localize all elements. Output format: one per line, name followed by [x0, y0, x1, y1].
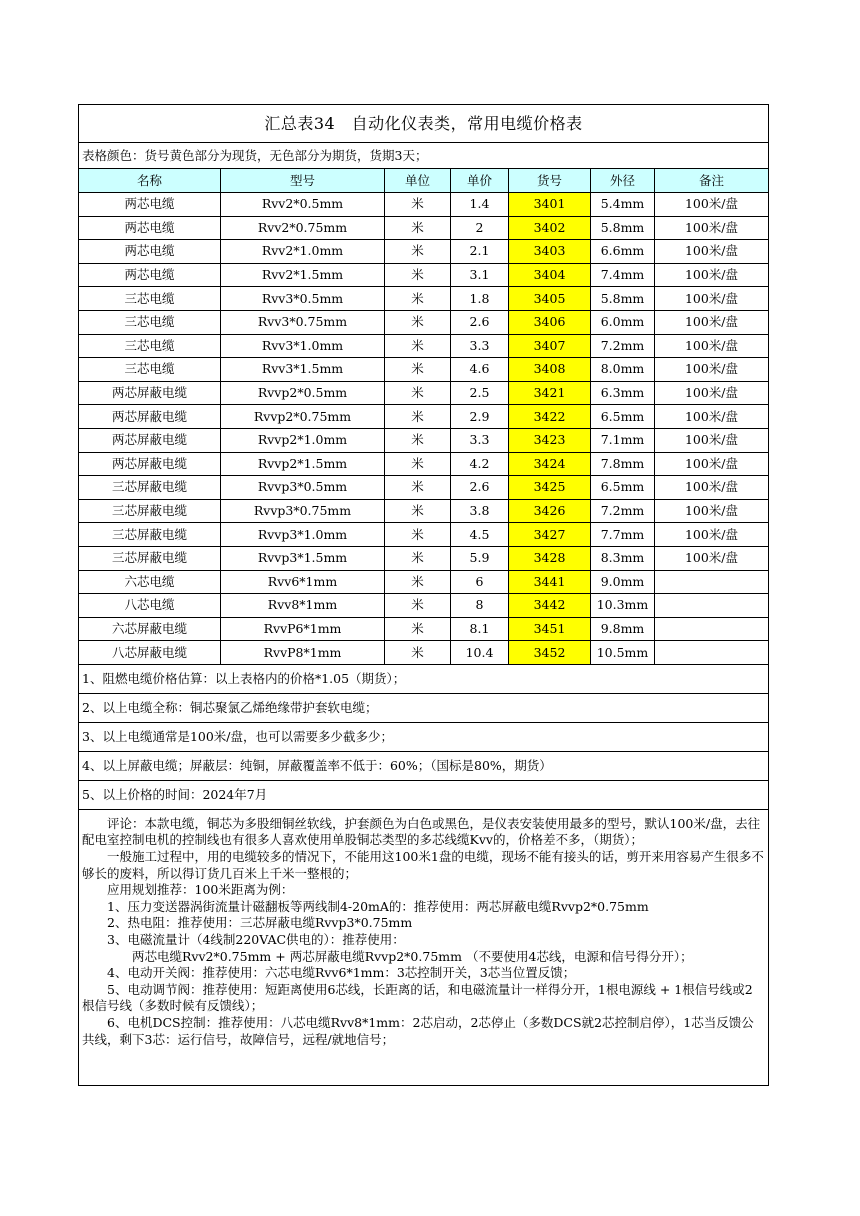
cell-price[interactable]: 10.4 — [451, 641, 509, 665]
cell-price[interactable]: 8.1 — [451, 617, 509, 641]
header-remark[interactable]: 备注 — [655, 169, 769, 193]
cell-remark[interactable] — [655, 641, 769, 665]
cell-model[interactable]: RvvP6*1mm — [221, 617, 385, 641]
cell-remark[interactable]: 100米/盘 — [655, 499, 769, 523]
recommendation-control-valve: 5、电动调节阀：推荐使用：短距离使用6芯线，长距离的话，和电磁流量计一样得分开，1根电源线 + 1根信号线或2根信号线（多数时候有反馈线）； — [82, 981, 753, 1014]
cell-model[interactable]: Rvvp3*1.0mm — [221, 523, 385, 547]
cell-model[interactable]: Rvv6*1mm — [221, 570, 385, 594]
cell-name[interactable]: 三芯屏蔽电缆 — [79, 546, 221, 570]
cell-code[interactable]: 3407 — [509, 334, 591, 358]
note-2[interactable]: 2、以上电缆全称：铜芯聚氯乙烯绝缘带护套软电缆； — [79, 693, 769, 722]
cell-name[interactable]: 三芯屏蔽电缆 — [79, 499, 221, 523]
cell-code[interactable]: 3451 — [509, 617, 591, 641]
cell-unit[interactable]: 米 — [385, 546, 451, 570]
cell-code[interactable]: 3422 — [509, 405, 591, 429]
cell-unit[interactable]: 米 — [385, 428, 451, 452]
cell-diameter[interactable]: 9.8mm — [591, 617, 655, 641]
cell-remark[interactable]: 100米/盘 — [655, 193, 769, 217]
header-row — [79, 169, 769, 193]
cell-remark[interactable]: 100米/盘 — [655, 381, 769, 405]
note-5[interactable]: 5、以上价格的时间：2024年7月 — [79, 780, 769, 809]
cell-name[interactable]: 两芯电缆 — [79, 263, 221, 287]
table-row — [79, 523, 769, 547]
cell-unit[interactable]: 米 — [385, 617, 451, 641]
cell-unit[interactable]: 米 — [385, 216, 451, 240]
cell-price[interactable]: 2.5 — [451, 381, 509, 405]
cell-price[interactable]: 3.8 — [451, 499, 509, 523]
recommendation-magnetic-flowmeter: 3、电磁流量计（4线制220VAC供电的）：推荐使用： — [107, 932, 405, 948]
title-row — [79, 105, 769, 143]
cell-model[interactable]: Rvv2*0.75mm — [221, 216, 385, 240]
cell-model[interactable]: Rvvp3*1.5mm — [221, 546, 385, 570]
cell-code[interactable]: 3442 — [509, 594, 591, 618]
cell-price[interactable]: 2.1 — [451, 240, 509, 264]
cell-unit[interactable]: 米 — [385, 287, 451, 311]
cell-name[interactable]: 两芯电缆 — [79, 193, 221, 217]
cell-code[interactable]: 3441 — [509, 570, 591, 594]
cell-diameter[interactable]: 5.4mm — [591, 193, 655, 217]
cell-remark[interactable] — [655, 570, 769, 594]
table-row — [79, 310, 769, 334]
cell-price[interactable]: 1.8 — [451, 287, 509, 311]
cell-remark[interactable] — [655, 617, 769, 641]
cell-name[interactable]: 三芯电缆 — [79, 287, 221, 311]
cell-unit[interactable]: 米 — [385, 240, 451, 264]
cell-code[interactable]: 3408 — [509, 358, 591, 382]
cell-model[interactable]: Rvv3*1.0mm — [221, 334, 385, 358]
table-row — [79, 405, 769, 429]
cell-diameter[interactable]: 9.0mm — [591, 570, 655, 594]
cell-name[interactable]: 三芯屏蔽电缆 — [79, 523, 221, 547]
cell-model[interactable]: Rvvp3*0.75mm — [221, 499, 385, 523]
table-row — [79, 499, 769, 523]
table-row — [79, 641, 769, 665]
cell-unit[interactable]: 米 — [385, 310, 451, 334]
cell-code[interactable]: 3424 — [509, 452, 591, 476]
cell-diameter[interactable]: 6.5mm — [591, 476, 655, 500]
comment-paragraph-planning: 应用规划推荐：100米距离为例： — [107, 882, 294, 898]
cell-name[interactable]: 八芯屏蔽电缆 — [79, 641, 221, 665]
cell-remark[interactable]: 100米/盘 — [655, 476, 769, 500]
recommendation-on-off-valve: 4、电动开关阀：推荐使用：六芯电缆Rvv6*1mm：3芯控制开关，3芯当位置反馈； — [107, 965, 576, 981]
header-unit[interactable]: 单位 — [385, 169, 451, 193]
cell-model[interactable]: Rvv3*0.5mm — [221, 287, 385, 311]
color-note[interactable]: 表格颜色：货号黄色部分为现货，无色部分为期货，货期3天； — [79, 143, 769, 169]
note-row — [79, 693, 769, 722]
cell-remark[interactable]: 100米/盘 — [655, 546, 769, 570]
cell-price[interactable]: 2.6 — [451, 310, 509, 334]
header-diameter[interactable]: 外径 — [591, 169, 655, 193]
cell-price[interactable]: 5.9 — [451, 546, 509, 570]
cell-remark[interactable]: 100米/盘 — [655, 334, 769, 358]
cell-unit[interactable]: 米 — [385, 570, 451, 594]
price-sheet — [78, 104, 764, 1086]
note-3[interactable]: 3、以上电缆通常是100米/盘，也可以需要多少截多少； — [79, 722, 769, 751]
cell-name[interactable]: 六芯屏蔽电缆 — [79, 617, 221, 641]
cell-price[interactable]: 4.2 — [451, 452, 509, 476]
cell-unit[interactable]: 米 — [385, 594, 451, 618]
cell-code[interactable]: 3404 — [509, 263, 591, 287]
cell-model[interactable]: Rvv2*1.0mm — [221, 240, 385, 264]
note-1[interactable]: 1、阻燃电缆价格估算：以上表格内的价格*1.05（期货）； — [79, 664, 769, 693]
cell-remark[interactable]: 100米/盘 — [655, 428, 769, 452]
cell-name[interactable]: 两芯电缆 — [79, 240, 221, 264]
cell-unit[interactable]: 米 — [385, 358, 451, 382]
cell-price[interactable]: 3.3 — [451, 334, 509, 358]
note-row — [79, 780, 769, 809]
cell-remark[interactable]: 100米/盘 — [655, 523, 769, 547]
cell-name[interactable]: 六芯电缆 — [79, 570, 221, 594]
header-model[interactable]: 型号 — [221, 169, 385, 193]
table-row — [79, 334, 769, 358]
cell-name[interactable]: 三芯屏蔽电缆 — [79, 476, 221, 500]
color-note-row — [79, 143, 769, 169]
comment-paragraph-review: 评论：本款电缆，铜芯为多股细铜丝软线，护套颜色为白色或黑色，是仪表安装使用最多的型号，默认100米/盘，去往配电室控制电机的控制线也有很多人喜欢使用单股铜芯类型的多芯线缆Kvv的，价格差不多，（期货）； — [82, 815, 761, 848]
cell-price[interactable]: 8 — [451, 594, 509, 618]
table-row — [79, 358, 769, 382]
cell-unit[interactable]: 米 — [385, 405, 451, 429]
recommendation-motor-dcs: 6、电机DCS控制：推荐使用：八芯电缆Rvv8*1mm：2芯启动，2芯停止（多数DCS就2芯控制启停），1芯当反馈公共线，剩下3芯：运行信号，故障信号，远程/就地信号； — [82, 1015, 754, 1047]
table-row — [79, 476, 769, 500]
table-row — [79, 428, 769, 452]
cell-diameter[interactable]: 6.6mm — [591, 240, 655, 264]
cell-remark[interactable]: 100米/盘 — [655, 216, 769, 240]
note-4[interactable]: 4、以上屏蔽电缆；屏蔽层：纯铜，屏蔽覆盖率不低于：60%；（国标是80%，期货） — [79, 751, 769, 780]
comment-cell[interactable] — [79, 809, 769, 1085]
table-row — [79, 594, 769, 618]
cell-unit[interactable]: 米 — [385, 523, 451, 547]
cell-name[interactable]: 两芯屏蔽电缆 — [79, 452, 221, 476]
cell-unit[interactable]: 米 — [385, 263, 451, 287]
sheet-title[interactable]: 汇总表34 自动化仪表类，常用电缆价格表 — [79, 105, 769, 143]
header-price[interactable]: 单价 — [451, 169, 509, 193]
cell-diameter[interactable]: 7.2mm — [591, 499, 655, 523]
note-row — [79, 722, 769, 751]
cell-name[interactable]: 三芯电缆 — [79, 310, 221, 334]
cell-remark[interactable]: 100米/盘 — [655, 287, 769, 311]
cell-unit[interactable]: 米 — [385, 499, 451, 523]
cell-price[interactable]: 6 — [451, 570, 509, 594]
table-row — [79, 617, 769, 641]
cell-name[interactable]: 八芯电缆 — [79, 594, 221, 618]
cell-remark[interactable] — [655, 594, 769, 618]
cell-remark[interactable]: 100米/盘 — [655, 405, 769, 429]
header-name[interactable]: 名称 — [79, 169, 221, 193]
cell-diameter[interactable]: 5.8mm — [591, 287, 655, 311]
cell-code[interactable]: 3406 — [509, 310, 591, 334]
table-row — [79, 193, 769, 217]
cell-unit[interactable]: 米 — [385, 193, 451, 217]
recommendation-rtd: 2、热电阻：推荐使用：三芯屏蔽电缆Rvvp3*0.75mm — [107, 915, 413, 931]
cell-remark[interactable]: 100米/盘 — [655, 358, 769, 382]
header-code[interactable]: 货号 — [509, 169, 591, 193]
recommendation-pressure-transmitter: 1、压力变送器涡街流量计磁翻板等两线制4-20mA的：推荐使用：两芯屏蔽电缆Rvvp2*0.75mm — [107, 898, 649, 914]
cell-remark[interactable]: 100米/盘 — [655, 452, 769, 476]
cell-model[interactable]: Rvv2*0.5mm — [221, 193, 385, 217]
cell-price[interactable]: 4.5 — [451, 523, 509, 547]
cell-price[interactable]: 4.6 — [451, 358, 509, 382]
cable-price-table — [78, 104, 769, 1086]
cell-price[interactable]: 2.9 — [451, 405, 509, 429]
cell-code[interactable]: 3421 — [509, 381, 591, 405]
cell-code[interactable]: 3425 — [509, 476, 591, 500]
cell-unit[interactable]: 米 — [385, 334, 451, 358]
comment-row — [79, 809, 769, 1085]
comment-paragraph-construction: 一般施工过程中，用的电缆较多的情况下，不能用这100米1盘的电缆，现场不能有接头的话，剪开来用容易产生很多不够长的废料，所以得订货几百米上千米一整根的； — [82, 849, 764, 881]
cell-remark[interactable]: 100米/盘 — [655, 240, 769, 264]
cell-diameter[interactable]: 10.3mm — [591, 594, 655, 618]
cell-unit[interactable]: 米 — [385, 381, 451, 405]
cell-diameter[interactable]: 6.5mm — [591, 405, 655, 429]
recommendation-magnetic-flowmeter-cables: 两芯电缆Rvv2*0.75mm + 两芯屏蔽电缆Rvvp2*0.75mm （不要使用4芯线，电源和信号得分开）； — [132, 948, 693, 964]
table-row — [79, 216, 769, 240]
cell-model[interactable]: Rvvp2*0.5mm — [221, 381, 385, 405]
cell-model[interactable]: Rvvp2*0.75mm — [221, 405, 385, 429]
cell-model[interactable]: Rvvp2*1.5mm — [221, 452, 385, 476]
cell-remark[interactable]: 100米/盘 — [655, 310, 769, 334]
cell-price[interactable]: 2 — [451, 216, 509, 240]
cell-code[interactable]: 3452 — [509, 641, 591, 665]
cell-code[interactable]: 3403 — [509, 240, 591, 264]
cell-name[interactable]: 两芯电缆 — [79, 216, 221, 240]
table-row — [79, 287, 769, 311]
cell-code[interactable]: 3426 — [509, 499, 591, 523]
table-row — [79, 263, 769, 287]
cell-model[interactable]: Rvv3*0.75mm — [221, 310, 385, 334]
cell-code[interactable]: 3402 — [509, 216, 591, 240]
table-row — [79, 452, 769, 476]
cell-diameter[interactable]: 10.5mm — [591, 641, 655, 665]
cell-price[interactable]: 2.6 — [451, 476, 509, 500]
cell-diameter[interactable]: 7.4mm — [591, 263, 655, 287]
cell-unit[interactable]: 米 — [385, 452, 451, 476]
cell-model[interactable]: Rvv2*1.5mm — [221, 263, 385, 287]
cell-model[interactable]: RvvP8*1mm — [221, 641, 385, 665]
cell-diameter[interactable]: 7.7mm — [591, 523, 655, 547]
cell-diameter[interactable]: 5.8mm — [591, 216, 655, 240]
cell-diameter[interactable]: 8.0mm — [591, 358, 655, 382]
cell-diameter[interactable]: 7.8mm — [591, 452, 655, 476]
cell-model[interactable]: Rvvp2*1.0mm — [221, 428, 385, 452]
cell-price[interactable]: 1.4 — [451, 193, 509, 217]
cell-code[interactable]: 3427 — [509, 523, 591, 547]
table-row — [79, 546, 769, 570]
cell-code[interactable]: 3423 — [509, 428, 591, 452]
cell-name[interactable]: 两芯屏蔽电缆 — [79, 405, 221, 429]
table-row — [79, 570, 769, 594]
cell-unit[interactable]: 米 — [385, 641, 451, 665]
cell-model[interactable]: Rvvp3*0.5mm — [221, 476, 385, 500]
cell-code[interactable]: 3428 — [509, 546, 591, 570]
cell-remark[interactable]: 100米/盘 — [655, 263, 769, 287]
cell-diameter[interactable]: 7.2mm — [591, 334, 655, 358]
cell-unit[interactable]: 米 — [385, 476, 451, 500]
cell-code[interactable]: 3401 — [509, 193, 591, 217]
cell-name[interactable]: 两芯屏蔽电缆 — [79, 381, 221, 405]
cell-name[interactable]: 三芯电缆 — [79, 334, 221, 358]
cell-diameter[interactable]: 6.3mm — [591, 381, 655, 405]
cell-name[interactable]: 两芯屏蔽电缆 — [79, 428, 221, 452]
note-row — [79, 664, 769, 693]
cell-diameter[interactable]: 8.3mm — [591, 546, 655, 570]
cell-name[interactable]: 三芯电缆 — [79, 358, 221, 382]
cell-code[interactable]: 3405 — [509, 287, 591, 311]
cell-diameter[interactable]: 7.1mm — [591, 428, 655, 452]
note-row — [79, 751, 769, 780]
cell-price[interactable]: 3.1 — [451, 263, 509, 287]
cell-diameter[interactable]: 6.0mm — [591, 310, 655, 334]
cell-model[interactable]: Rvv3*1.5mm — [221, 358, 385, 382]
table-row — [79, 240, 769, 264]
cell-model[interactable]: Rvv8*1mm — [221, 594, 385, 618]
cell-price[interactable]: 3.3 — [451, 428, 509, 452]
table-row — [79, 381, 769, 405]
